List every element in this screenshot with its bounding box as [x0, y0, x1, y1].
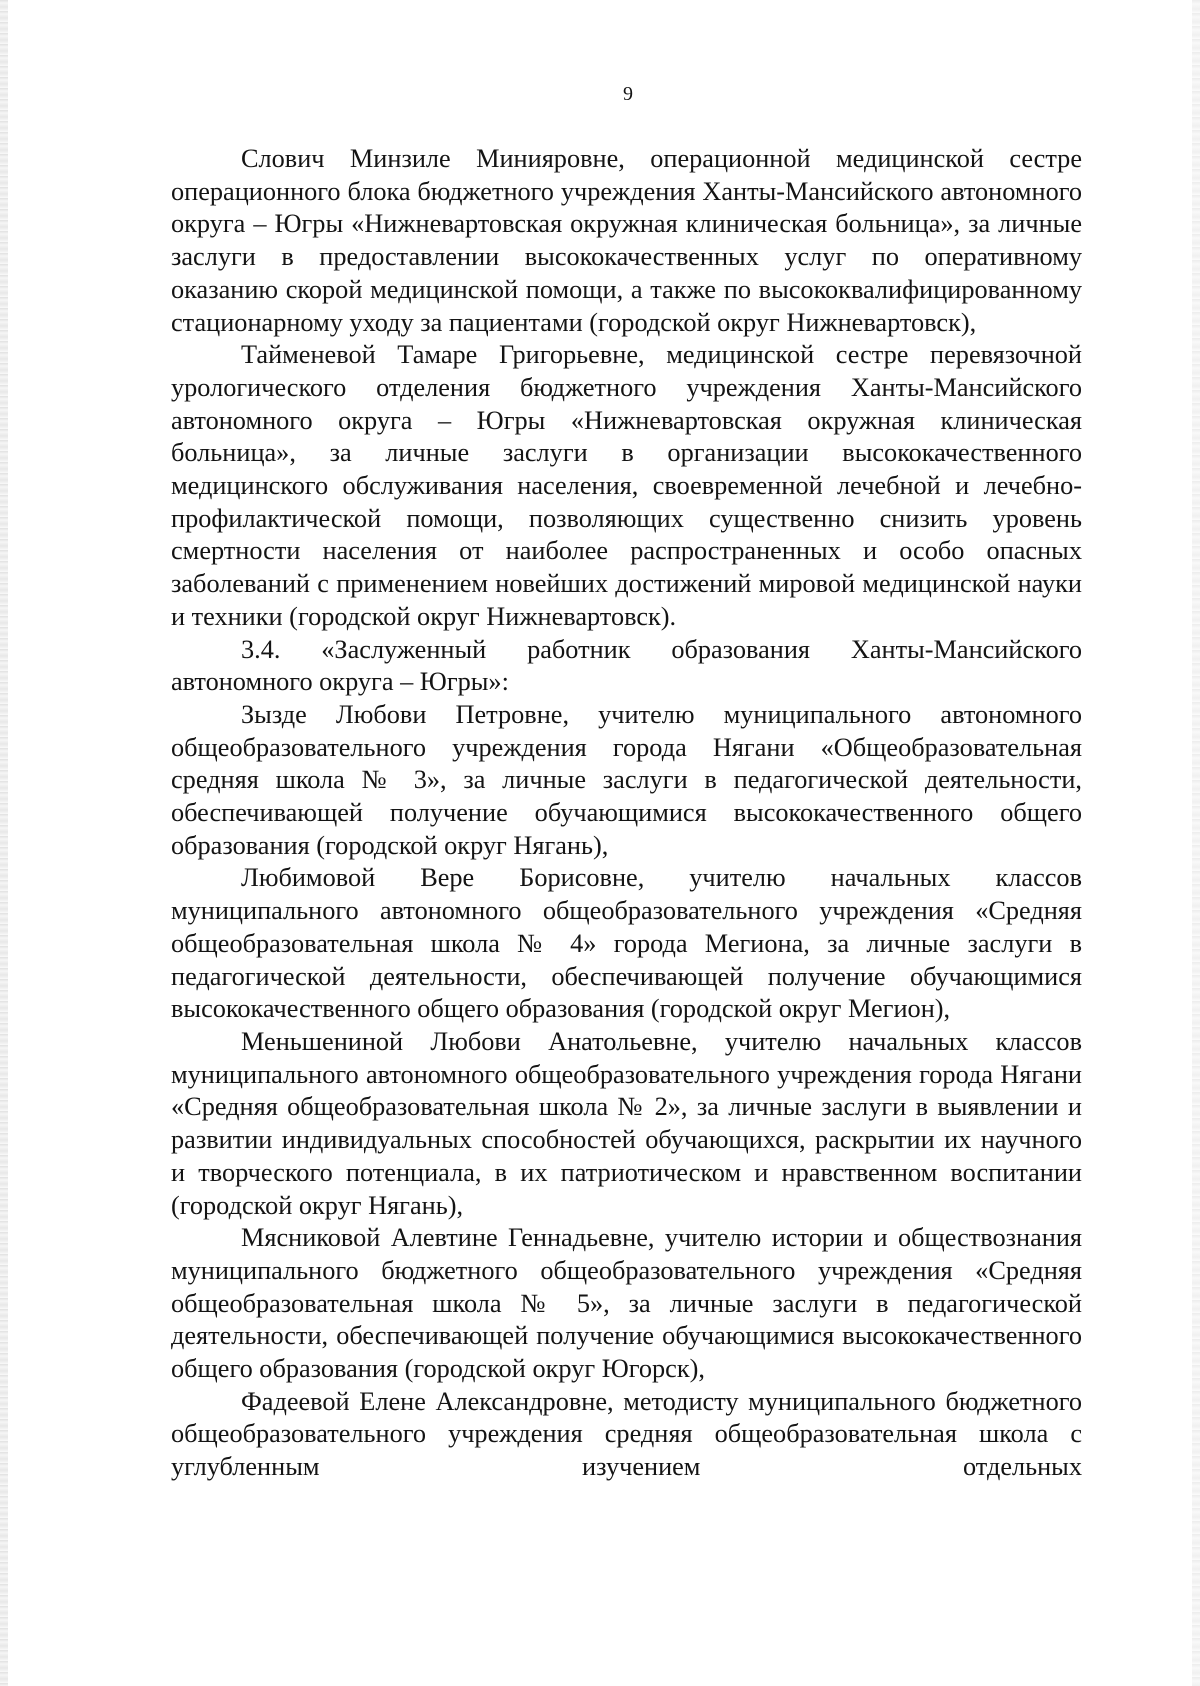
- paragraph-lyubimova: Любимовой Вере Борисовне, учителю начальных классов муниципального автономного общеобразовательного учреждения «Средняя общеобразовательная школа № 4» города Мегиона, за личные заслуги в педагогической деятельности, обеспечивающей получение обучающимися высококачественного общего образования (городской округ Мегион),: [171, 863, 1082, 1024]
- scan-left-edge: [0, 0, 8, 1686]
- paragraph-fadeeva: Фадеевой Елене Александровне, методисту муниципального бюджетного общеобразовательного учреждения средняя общеобразовательная школа с углубленным изучением отдельных: [171, 1386, 1082, 1482]
- paragraph-menshenina: Меньшениной Любови Анатольевне, учителю начальных классов муниципального автономного общеобразовательного учреждения города Нягани «Средняя общеобразовательная школа № 2», за личные заслуги в выявлении и развитии индивидуальных способностей обучающихся, раскрытии их научного и творческого потенциала, в их патриотическом и нравственном воспитании (городской округ Нягань),: [171, 1026, 1082, 1220]
- scan-right-edge: [1192, 0, 1200, 1686]
- page-number: 9: [623, 83, 633, 105]
- paragraph-taymeneva: Тайменевой Тамаре Григорьевне, медицинской сестре перевязочной урологического отделения бюджетного учреждения Ханты-Мансийского автономного округа – Югры «Нижневартовская окружная клиническая больница», за личные заслуги в организации высококачественного медицинского обслуживания населения, своевременной лечебной и лечебно-профилактической помощи, позволяющих существенно снизить уровень смертности населения от наиболее распространенных и особо опасных заболеваний с применением новейших достижений мировой медицинской науки и техники (городской округ Нижневартовск).: [171, 340, 1082, 631]
- paragraph-slovich: Слович Минзиле Минияровне, операционной медицинской сестре операционного блока бюджетного учреждения Ханты-Мансийского автономного округа – Югры «Нижневартовская окружная клиническая больница», за личные заслуги в предоставлении высококачественных услуг по оперативному оказанию скорой медицинской помощи, а также по высококвалифицированному стационарному уходу за пациентами (городской округ Нижневартовск),: [171, 144, 1082, 337]
- paragraph-zyzde: Зызде Любови Петровне, учителю муниципального автономного общеобразовательного учреждения города Нягани «Общеобразовательная средняя школа № 3», за личные заслуги в педагогической деятельности, обеспечивающей получение обучающимися высококачественного общего образования (городской округ Нягань),: [171, 699, 1082, 860]
- paragraph-myasnikova: Мясниковой Алевтине Геннадьевне, учителю истории и обществознания муниципального бюджетного общеобразовательного учреждения «Средняя общеобразовательная школа № 5», за личные заслуги в педагогической деятельности, обеспечивающей получение обучающимися высококачественного общего образования (городской округ Югорск),: [171, 1223, 1082, 1384]
- document-body: [171, 143, 1082, 1484]
- paragraph-section-3-4: 3.4. «Заслуженный работник образования Ханты-Мансийского автономного округа – Югры»:: [171, 634, 1082, 697]
